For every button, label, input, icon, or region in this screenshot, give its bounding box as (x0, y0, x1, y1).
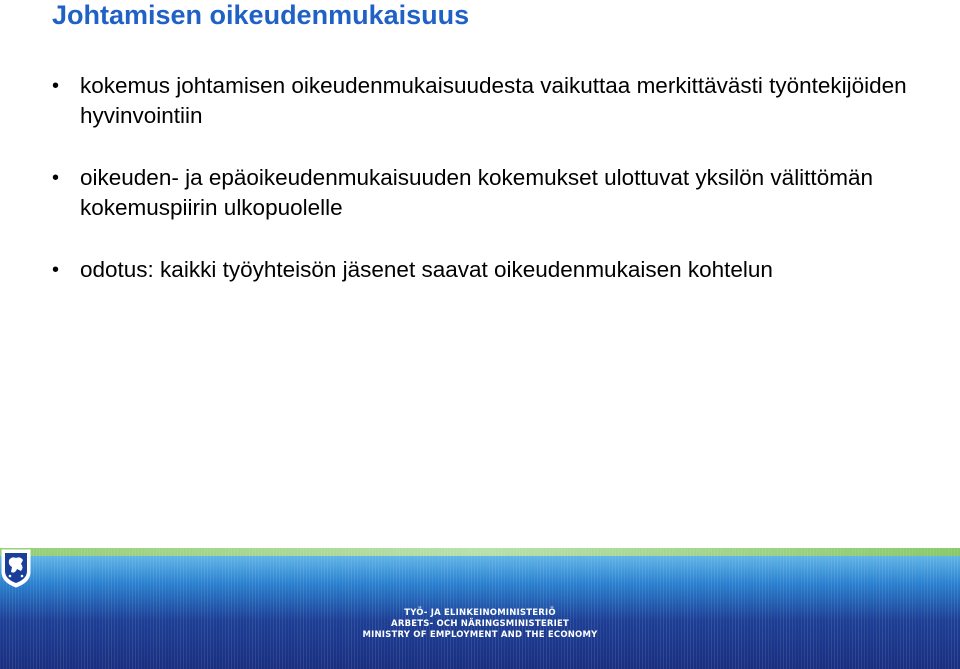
footer-band (0, 548, 960, 669)
ministry-name-swedish: ARBETS- OCH NÄRINGSMINISTERIET (391, 619, 569, 629)
slide-title: Johtamisen oikeudenmukaisuus (52, 0, 470, 30)
bullet-text: kokemus johtamisen oikeudenmukaisuudesta vaikuttaa merkittävästi työntekijöiden hyvinvointiin (80, 73, 907, 128)
bullet-item (52, 255, 932, 285)
ministry-name (330, 608, 630, 641)
bullet-list (52, 71, 932, 317)
ministry-name-english: MINISTRY OF EMPLOYMENT AND THE ECONOMY (362, 630, 598, 640)
bullet-text: odotus: kaikki työyhteisön jäsenet saavat oikeudenmukaisen kohtelun (80, 257, 773, 282)
ministry-name-finnish: TYÖ- JA ELINKEINOMINISTERIÖ (404, 608, 556, 618)
bullet-text: oikeuden- ja epäoikeudenmukaisuuden kokemukset ulottuvat yksilön välittömän kokemuspiirin ulkopuolelle (80, 165, 873, 220)
bullet-dot-icon: • (52, 167, 60, 189)
bullet-item (52, 71, 932, 131)
bullet-item (52, 163, 932, 223)
bullet-dot-icon: • (52, 75, 60, 97)
bullet-dot-icon: • (52, 259, 60, 281)
finnish-lion-coat-of-arms-icon (0, 548, 32, 588)
